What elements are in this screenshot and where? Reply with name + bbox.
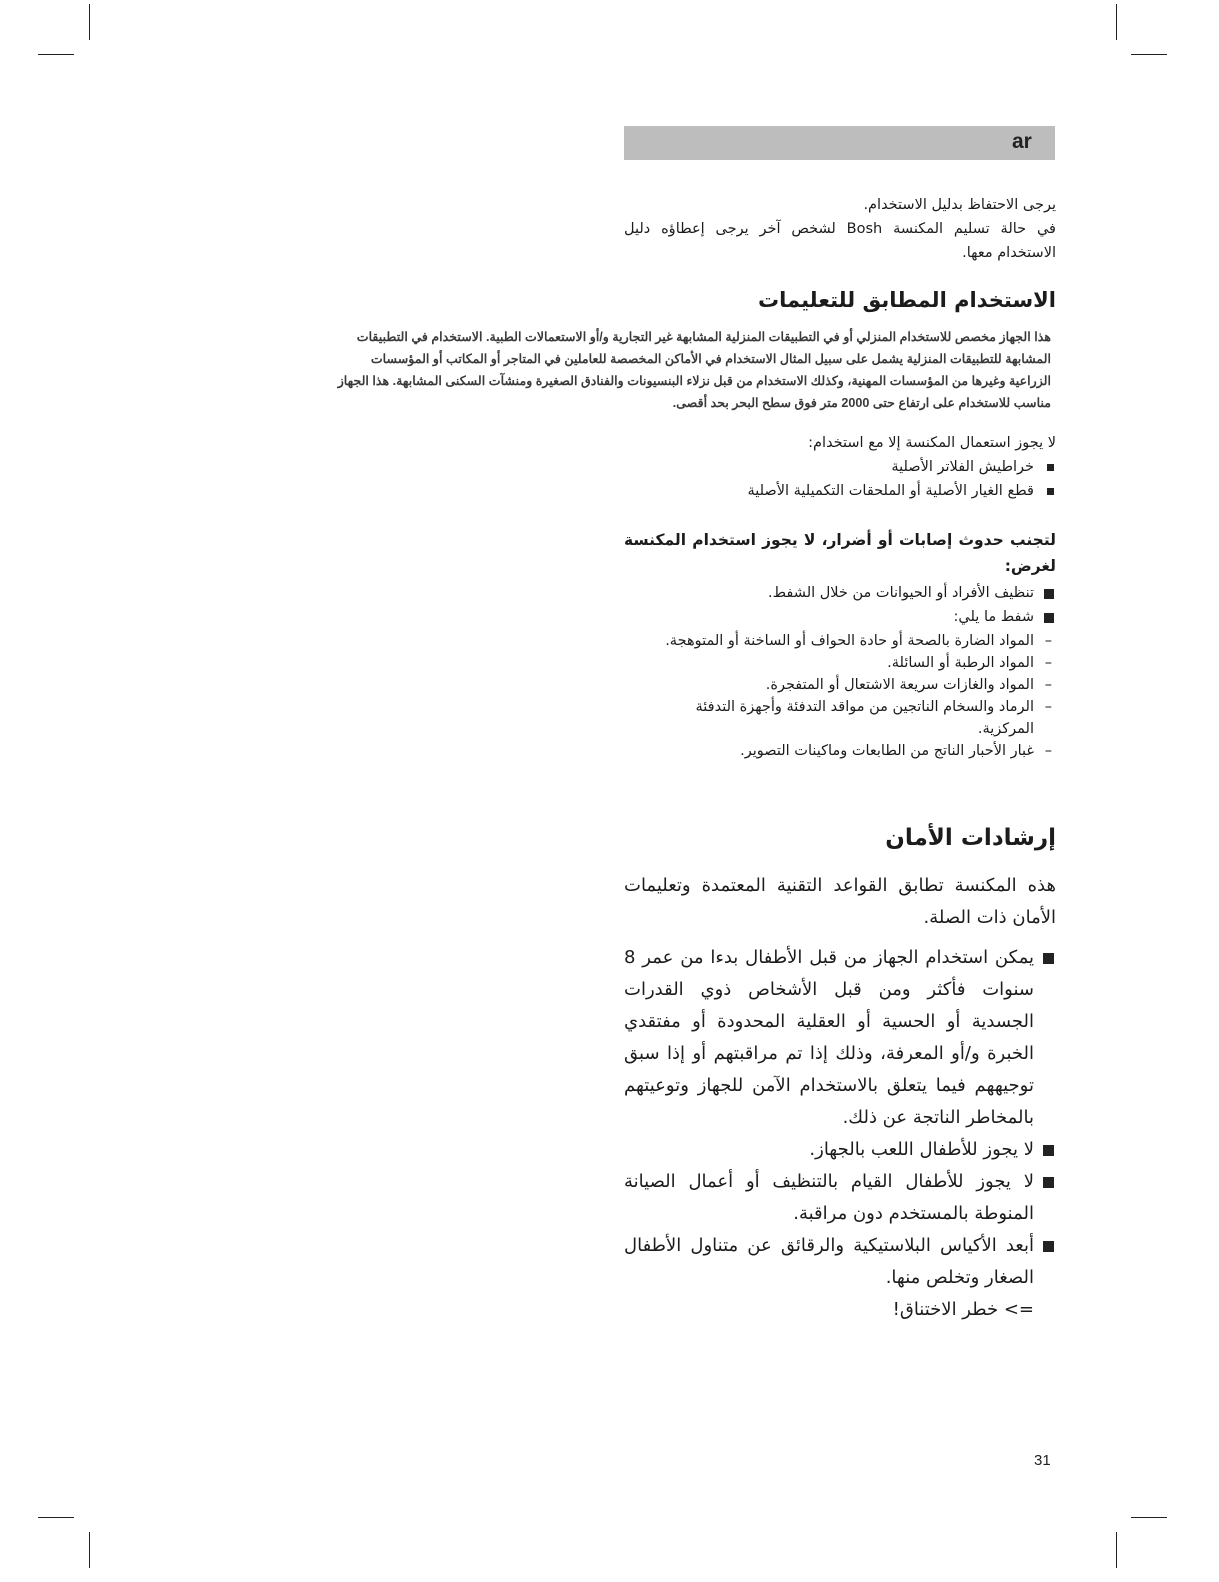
safety-section <box>624 942 1056 1326</box>
bullet-square <box>1043 1241 1054 1252</box>
only-with-label: لا يجوز استعمال المكنسة إلا مع استخدام: <box>808 435 1056 451</box>
page-number: 31 <box>1034 1452 1051 1469</box>
crop-mark <box>1131 1517 1167 1518</box>
crop-mark <box>38 54 74 55</box>
crop-mark <box>1131 54 1167 55</box>
bullet-square <box>1043 953 1054 964</box>
crop-mark <box>38 1517 74 1518</box>
bullet-square <box>1044 613 1054 623</box>
list-item: – غبار الأحبار الناتج من الطابعات وماكينات التصوير. <box>740 743 1052 759</box>
list-item: لا يجوز للأطفال اللعب بالجهاز. <box>624 1134 1056 1166</box>
crop-mark <box>89 1532 90 1568</box>
intended-use-heading: الاستخدام المطابق للتعليمات <box>758 288 1056 312</box>
bullet-square <box>1047 488 1054 495</box>
bullet-square <box>1043 1145 1054 1156</box>
safety-heading: إرشادات الأمان <box>885 825 1056 851</box>
language-header-bar <box>624 126 1055 160</box>
list-item: تنظيف الأفراد أو الحيوانات من خلال الشفط. <box>624 581 1056 605</box>
list-item: لا يجوز للأطفال القيام بالتنظيف أو أعمال الصيانة المنوطة بالمستخدم دون مراقبة. <box>624 1166 1056 1230</box>
intro-line-1: يرجى الاحتفاظ بدليل الاستخدام. <box>863 197 1056 213</box>
bullet-square <box>1047 464 1054 471</box>
list-item: – الرماد والسخام الناتجين من مواقد التدفئة وأجهزة التدفئة المركزية. <box>695 699 1052 737</box>
crop-mark <box>1116 1532 1117 1568</box>
list-item: قطع الغيار الأصلية أو الملحقات التكميلية الأصلية <box>624 479 1056 503</box>
bullet-square <box>1043 1177 1054 1188</box>
list-item: – المواد الضارة بالصحة أو حادة الحواف أو الساخنة أو المتوهجة. <box>665 633 1052 649</box>
list-item: أبعد الأكياس البلاستيكية والرقائق عن متناول الأطفال الصغار وتخلص منها. <box>624 1230 1056 1294</box>
list-item: شفط ما يلي: <box>624 605 1056 629</box>
avoid-sublist <box>624 630 1056 762</box>
list-item: – المواد الرطبة أو السائلة. <box>887 655 1052 671</box>
intended-use-paragraph: هذا الجهاز مخصص للاستخدام المنزلي أو في التطبيقات المنزلية المشابهة غير التجارية و/أو الاستعمالات الطبية. الاستخدام في التطبيقات المشابهة للتطبيقات المنزلية يشمل على سبيل المثال الاستخدام في الأماكن المخصصة للعاملين في المتاجر أو المكاتب أو المؤسسات الزراعية وغيرها من المؤسسات المهنية، وكذلك الاستخدام من قبل نزلاء البنسيونات والفنادق الصغيرة ومنشآت السكنى المشابهة. هذا الجهاز مناسب للاستخدام على ارتفاع حتى 2000 متر فوق سطح البحر بحد أقصى. <box>337 330 1051 410</box>
bullet-square <box>1044 589 1054 599</box>
crop-mark <box>1116 4 1117 40</box>
avoid-list <box>624 581 1056 629</box>
safety-list <box>624 942 1056 1294</box>
choking-warning: => خطر الاختناق! <box>892 1299 1034 1320</box>
intro-text <box>624 193 1056 265</box>
only-with-section <box>624 431 1056 503</box>
language-code: ar <box>1012 130 1032 153</box>
avoid-section <box>624 527 1056 762</box>
list-item: يمكن استخدام الجهاز من قبل الأطفال بدءا من عمر 8 سنوات فأكثر ومن قبل الأشخاص ذوي القدرات الجسدية أو الحسية أو العقلية المحدودة أو مفتقدي الخبرة و/أو المعرفة، وذلك إذا تم مراقبتهم أو إذا سبق توجيههم فيما يتعلق بالاستخدام الآمن للجهاز وتوعيتهم بالمخاطر الناتجة عن ذلك. <box>624 942 1056 1134</box>
safety-intro: هذه المكنسة تطابق القواعد التقنية المعتمدة وتعليمات الأمان ذات الصلة. <box>624 875 1056 928</box>
avoid-heading: لتجنب حدوث إصابات أو أضرار، لا يجوز استخدام المكنسة لغرض: <box>624 531 1056 575</box>
crop-mark <box>89 4 90 40</box>
list-item: – المواد والغازات سريعة الاشتعال أو المتفجرة. <box>765 677 1052 693</box>
intro-line-2: في حالة تسليم المكنسة Bosh لشخص آخر يرجى إعطاؤه دليل الاستخدام معها. <box>624 221 1056 261</box>
list-item: خراطيش الفلاتر الأصلية <box>624 455 1056 479</box>
only-with-list <box>624 455 1056 503</box>
